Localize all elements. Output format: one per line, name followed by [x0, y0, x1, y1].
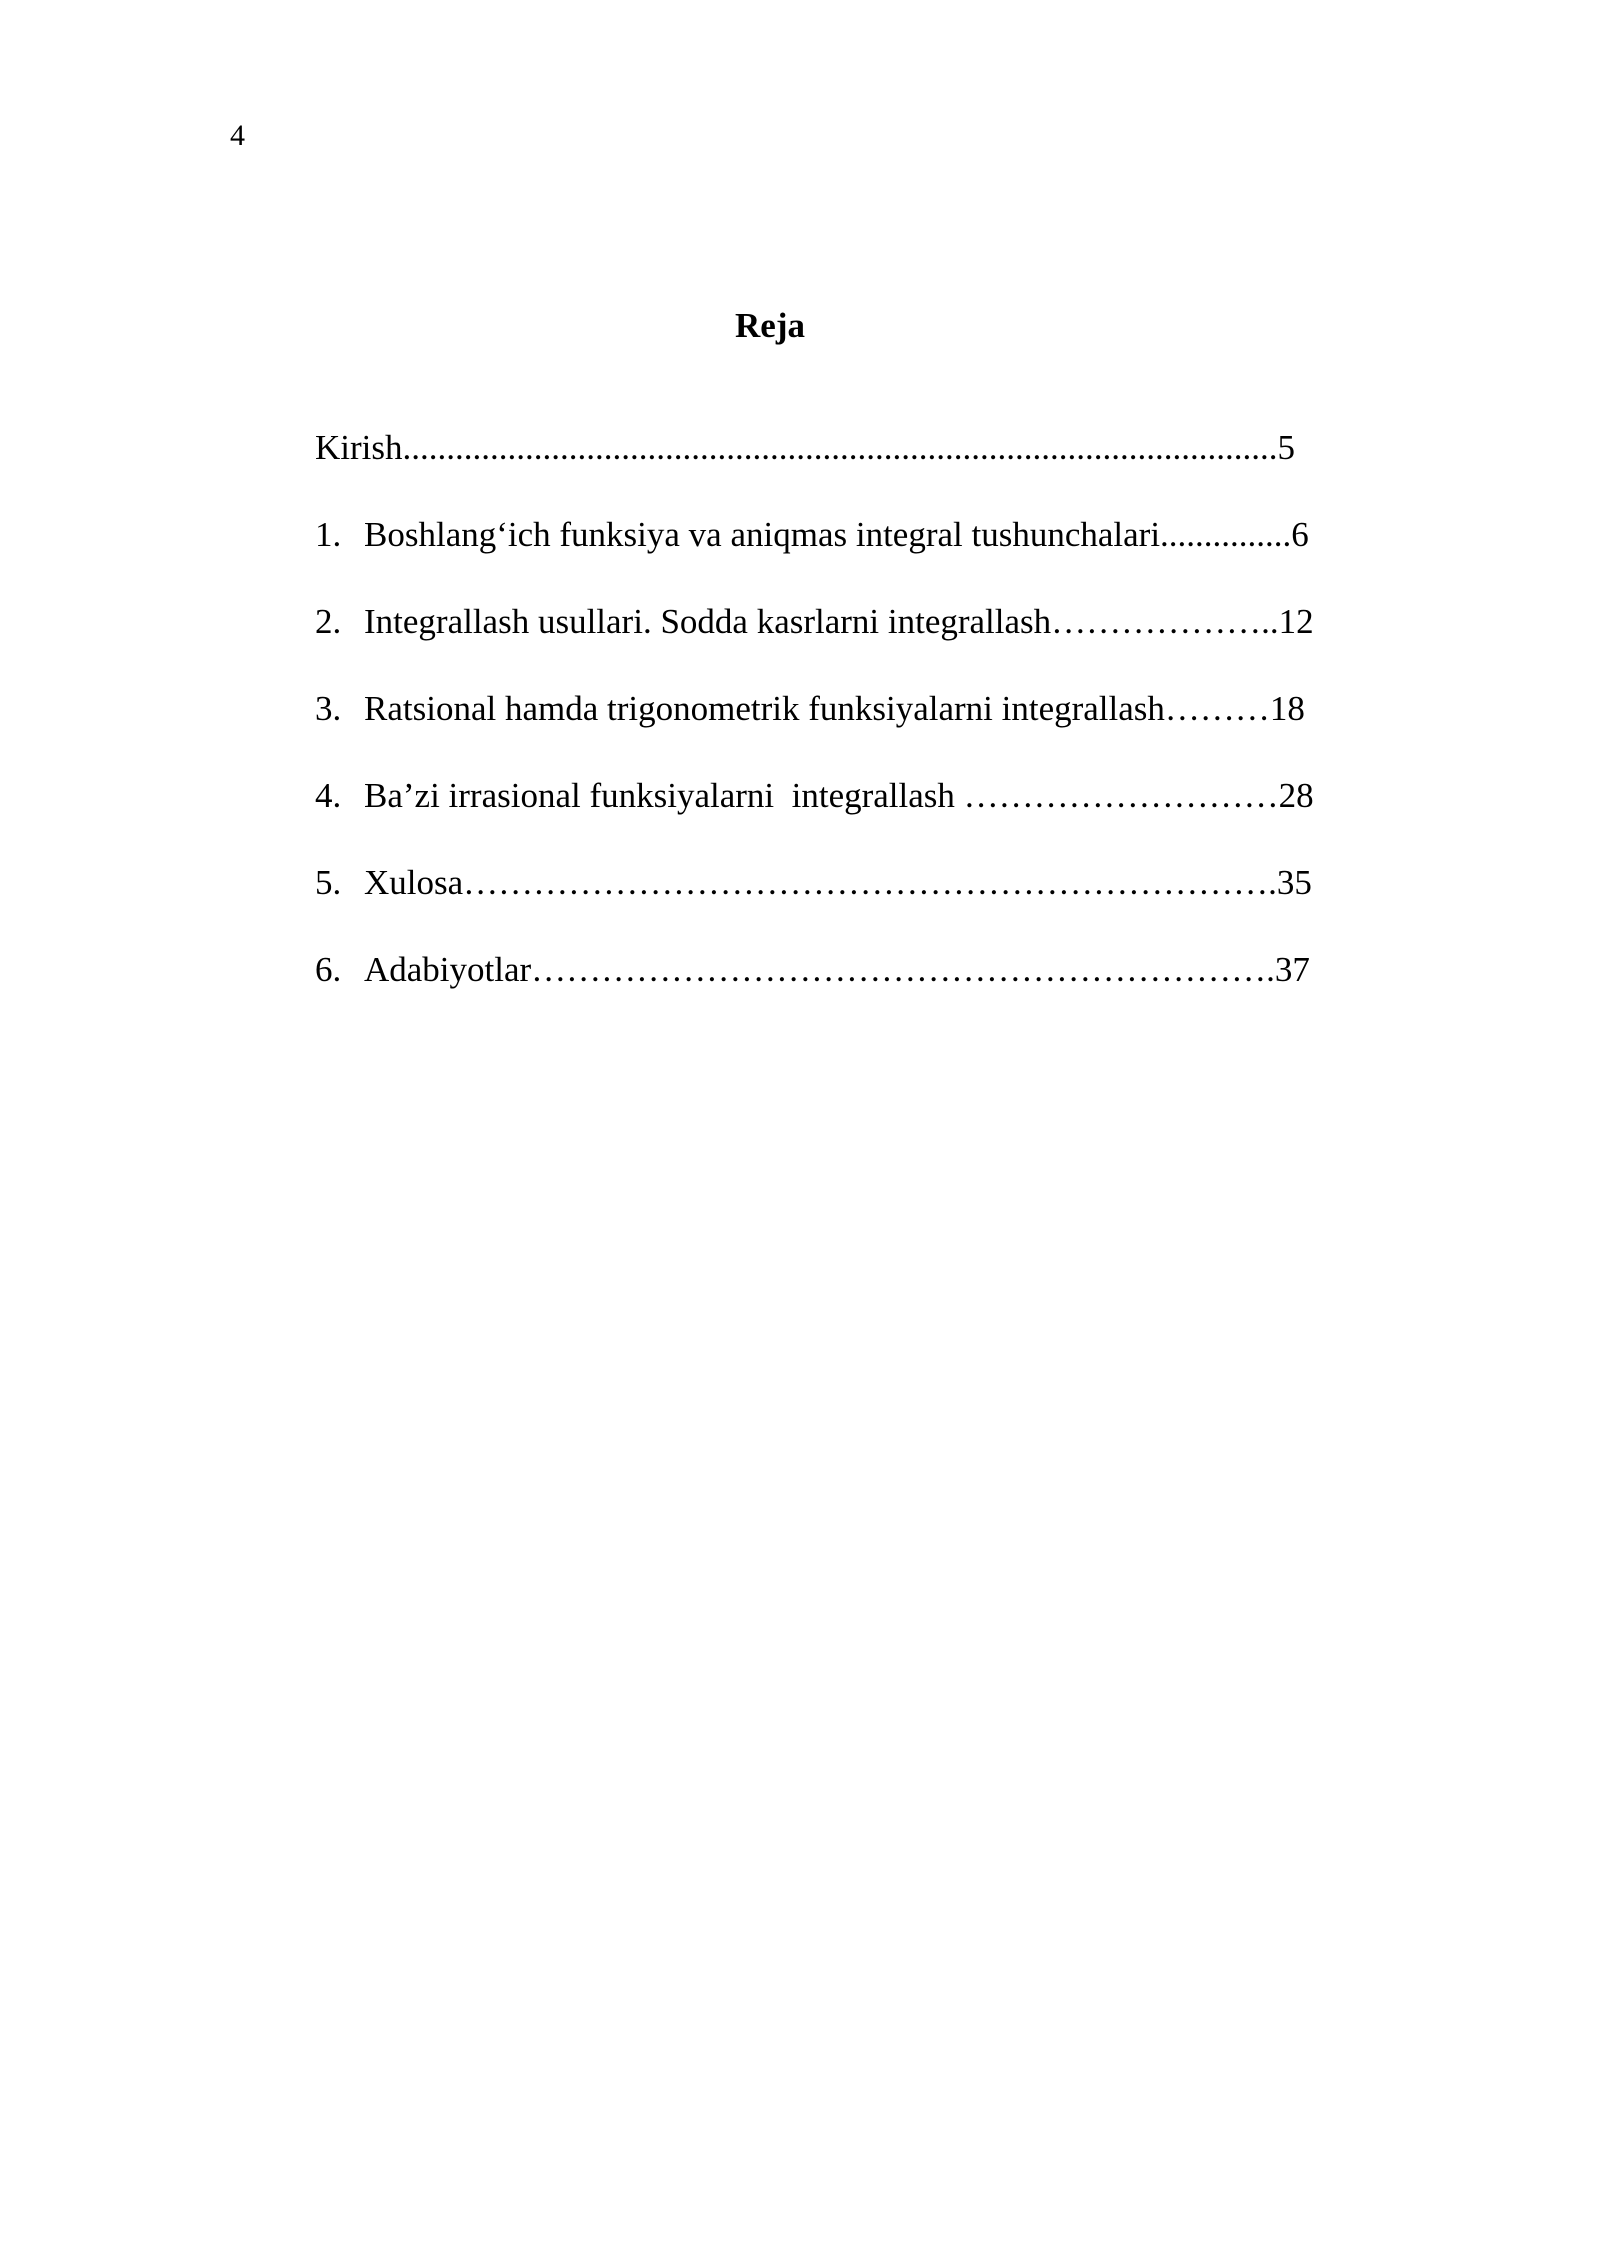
toc-item-text: Ba’zi irrasional funksiyalarni integrallash ………………………28	[364, 776, 1314, 815]
page-number: 4	[230, 119, 245, 152]
toc-item-text: Ratsional hamda trigonometrik funksiyalarni integrallash………18	[364, 689, 1305, 728]
toc-item-number: 3.	[315, 689, 342, 728]
page-title: Reja	[735, 306, 805, 345]
toc-item-text: Boshlang‘ich funksiya va aniqmas integral tushunchalari...............6	[364, 515, 1309, 554]
toc-item-number: 2.	[315, 602, 342, 641]
toc-item-text: Adabiyotlar……………………………………………………….37	[364, 950, 1310, 989]
toc-item-number: 6.	[315, 950, 342, 989]
toc-item-number: 1.	[315, 515, 342, 554]
toc-item-number: 5.	[315, 863, 342, 902]
toc-item-number: 4.	[315, 776, 342, 815]
toc-item-text: Integrallash usullari. Sodda kasrlarni integrallash………………..12	[364, 602, 1314, 641]
toc-item-text: Kirish....................................................................................................5	[315, 428, 1295, 467]
toc-item-6	[280, 907, 1310, 1033]
toc-item-text: Xulosa…………………………………………………………….35	[364, 863, 1312, 902]
